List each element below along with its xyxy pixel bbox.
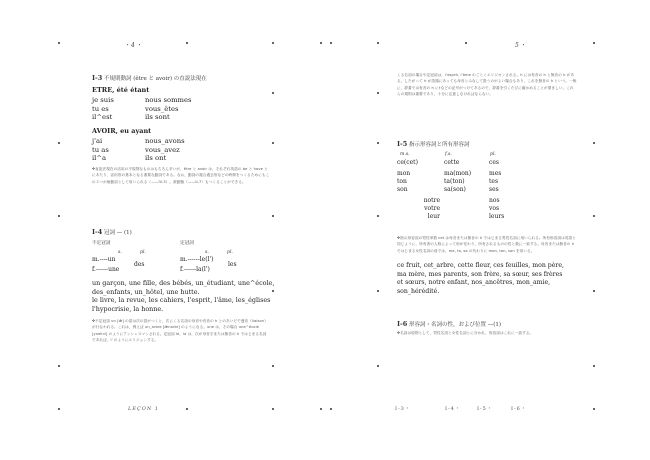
margin-dot xyxy=(272,365,274,367)
table-cell: ces xyxy=(489,159,499,166)
section-id: I-5 xyxy=(397,140,408,148)
example-line: un garçon, une fille, des bébés, un_étudiant, une^école, xyxy=(92,279,275,287)
section-id: I-4 xyxy=(92,228,103,236)
margin-dot xyxy=(377,365,379,367)
section-title: 不規則動詞 (être と avoir) の直説法現在 xyxy=(104,76,207,82)
column-label: pl. xyxy=(490,152,496,157)
page-number: ・4・ xyxy=(124,42,143,49)
avoir-heading: AVOIR, eu ayant xyxy=(92,127,152,135)
table-row xyxy=(397,213,507,221)
table-cell: mon xyxy=(397,170,411,177)
etre-heading: ETRE, été étant xyxy=(92,86,150,94)
table-row xyxy=(397,186,507,194)
margin-dot xyxy=(186,408,188,410)
margin-dot xyxy=(272,92,274,94)
plural-label: pl. xyxy=(140,250,146,255)
margin-dot xyxy=(377,142,379,144)
adjective-examples xyxy=(397,262,582,296)
footer-index-item: I-3・ xyxy=(395,406,411,412)
conjugation-cell: vous_êtes xyxy=(145,104,179,113)
section-heading xyxy=(397,320,501,328)
margin-dot xyxy=(377,290,379,292)
def-feminine: f.------la(l') xyxy=(180,266,210,273)
table-cell: sa(son) xyxy=(444,186,466,193)
conjugation-cell: il^est xyxy=(92,113,113,122)
column-label: m.s. xyxy=(400,152,410,157)
example-line: le livre, la revue, les cahiers, l'esprit, l'âme, les_églises xyxy=(92,296,271,305)
indef-feminine: f.------une xyxy=(92,266,120,273)
conjugation-cell: j'ai xyxy=(92,137,103,145)
footer-index-item: I-6・ xyxy=(511,406,527,412)
table-row xyxy=(397,197,507,205)
table-row xyxy=(397,159,507,167)
example-line: son_hérédité. xyxy=(397,287,440,295)
table-cell: votre xyxy=(424,205,440,212)
margin-dot xyxy=(377,92,379,94)
margin-dot xyxy=(593,215,595,217)
conjugation-cell: ils sont xyxy=(145,113,170,122)
margin-dot xyxy=(593,142,595,144)
singular-label: s. xyxy=(118,250,122,255)
table-row xyxy=(397,178,507,186)
adjective-table xyxy=(397,159,507,221)
avoir-conjugation xyxy=(92,137,262,163)
margin-dot xyxy=(330,42,332,44)
section-title: 形容詞・名詞の性，および位置 —(1) xyxy=(409,322,502,328)
table-cell: ta(ton) xyxy=(444,178,465,185)
indefinite-article-label: 不定冠詞 xyxy=(92,241,111,246)
section-note: ✤不定冠詞 un [œ̃] の語は次の語がつくと，次にくる名詞の母音や有音の h とのあいだで連音（liaison）が行なわれる。これは，例えば un_arbre [œ̃narbr] のようになる。une は，その場合 une^école [ynekɔl] のようにアンシェヌマンされる。定冠詞 le，la は，次が母音字または無音の h ではじまる名詞であれば，l' のようにエリジョンする。 xyxy=(92,319,268,342)
margin-dot xyxy=(593,290,595,292)
example-line: et sœurs, notre enfant, nos_ancêtres, mon_amie, xyxy=(397,279,551,287)
footer-index-item: I-4・ xyxy=(445,406,461,412)
plural-label: pl. xyxy=(227,250,233,255)
margin-dot xyxy=(58,215,60,217)
margin-dot xyxy=(377,42,379,44)
table-cell: leurs xyxy=(489,213,505,220)
singular-label: s. xyxy=(205,250,209,255)
margin-dot xyxy=(320,408,322,410)
section-heading xyxy=(92,74,207,82)
table-cell: son xyxy=(397,186,408,193)
section-id: I-6 xyxy=(397,320,408,328)
margin-dot xyxy=(58,365,60,367)
definite-article-label: 定冠詞 xyxy=(180,241,194,246)
section-id: I-3 xyxy=(92,74,103,82)
section-note: ✤直説法現在の活用の不規則なものはもちろん多いが，être と avoir は，それぞれ英語の be と have とにあたり，活用形の基本となる重要な動詞である。なお，動詞の複合過去形などの時制をつくるためにもこの２つが助動詞として用いられる（——IV-3）。被動態（——II-7）もつくることができる。 xyxy=(92,167,270,184)
conjugation-cell: tu as xyxy=(92,145,109,154)
def-masculine: m.------le(l') xyxy=(180,256,214,263)
table-cell: nos xyxy=(489,197,500,204)
example-line: des_enfants, un_hôtel, une hutte. xyxy=(92,287,200,296)
conjugation-cell: nous_avons xyxy=(145,137,185,145)
table-cell: notre xyxy=(423,197,440,204)
table-cell: vos xyxy=(489,205,500,212)
section-title: 指示形容詞と所有形容詞 xyxy=(409,142,470,148)
example-line: ce fruit, cet_arbre, cette fleur, ces feuilles, mon père, xyxy=(397,262,564,269)
table-cell: cette xyxy=(444,159,460,166)
table-cell: tes xyxy=(489,178,499,185)
conjugation-cell: ils ont xyxy=(145,154,167,163)
page-number: 5・ xyxy=(515,42,527,49)
example-line: l'hypocrisie, la honne. xyxy=(92,304,164,313)
example-line: ma mère, mes parents, son frère, sa sœur, ses frères xyxy=(397,270,563,278)
intro-note: くる名詞の場合や定冠詞は，l'esprit, l'âme のごとくエリジオンされる。h には有音の h と無音の h がある。したがって h が語頭にあっても母音とみなして扱うのがよい場合もあり，これを無音の h という。一般に，辞書では有音の h に†などの記号がつけてあるので，辞書を引くたびに確かめることが望ましい。これらの規則は重要であり，十分に注意しなければならない。 xyxy=(397,73,577,96)
etre-conjugation xyxy=(92,96,262,122)
indef-masculine: m.----un xyxy=(92,256,116,263)
table-cell: ce(cet) xyxy=(397,159,418,166)
conjugation-cell: il^a xyxy=(92,154,107,163)
table-row xyxy=(397,205,507,213)
margin-dot xyxy=(272,42,274,44)
indef-plural: des xyxy=(134,261,145,268)
margin-dot xyxy=(330,408,332,410)
margin-dot xyxy=(186,42,188,44)
conjugation-cell: vous_avez xyxy=(145,145,180,154)
section-heading xyxy=(397,140,470,148)
conjugation-cell: nous sommes xyxy=(145,96,192,104)
margin-dot xyxy=(58,42,60,44)
lesson-footer: LEÇON 1 xyxy=(128,406,160,412)
margin-dot xyxy=(593,408,595,410)
right-page xyxy=(325,0,650,460)
margin-dot xyxy=(320,42,322,44)
table-cell: ma(mon) xyxy=(444,170,472,177)
def-plural: les xyxy=(228,261,237,268)
conjugation-cell: tu es xyxy=(92,104,109,113)
margin-dot xyxy=(272,215,274,217)
footer-index-item: I-5・ xyxy=(477,406,493,412)
margin-dot xyxy=(377,215,379,217)
margin-dot xyxy=(593,365,595,367)
margin-dot xyxy=(272,408,274,410)
table-cell: ton xyxy=(397,178,407,185)
conjugation-cell: je suis xyxy=(92,96,114,104)
table-cell: leur xyxy=(427,213,440,220)
margin-dot xyxy=(58,408,60,410)
section-note: ✤名詞は原則として，男性名詞と女性名詞とに分かれ，形容詞はこれに一致する。 xyxy=(397,331,534,335)
table-cell: mes xyxy=(489,170,502,177)
section-title: 冠詞 — (1) xyxy=(104,230,132,236)
margin-dot xyxy=(58,142,60,144)
article-examples xyxy=(92,279,282,313)
table-cell: ses xyxy=(489,186,499,193)
table-row xyxy=(397,170,507,178)
margin-dot xyxy=(465,42,467,44)
section-note: ✤指示形容詞の男性単数 cet は母音または無音の h ではじまる男性名詞に用いられる。所有形容詞は英語と同じように，所有者の人称によって形が変わり，所有されるものの性と数に一致する。母音または無音の h ではじまる女性名詞の前では，ma, ta, sa の代わりに mon, ton, son を用いる。 xyxy=(397,236,576,253)
section-heading xyxy=(92,228,132,236)
column-label: f.s. xyxy=(445,152,452,157)
margin-dot xyxy=(272,142,274,144)
margin-dot xyxy=(593,42,595,44)
